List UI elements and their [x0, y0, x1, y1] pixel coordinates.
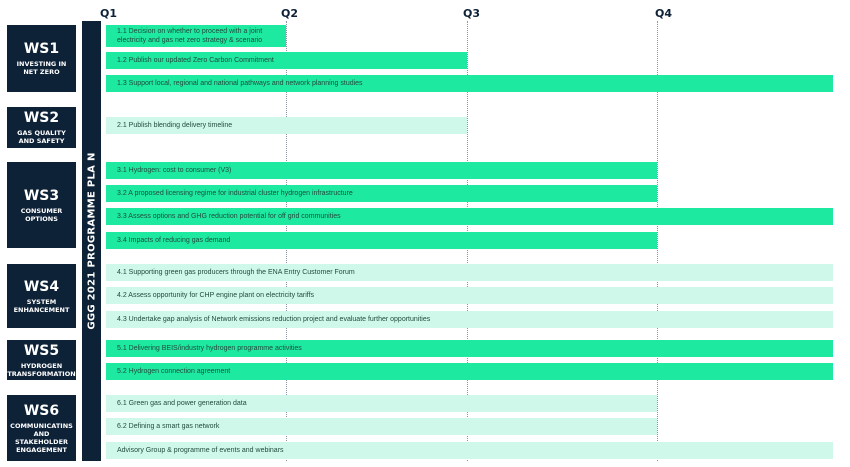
task-bar — [106, 442, 833, 459]
workstream-ws1 — [7, 25, 76, 92]
task-label: 6.1 Green gas and power generation data — [117, 400, 247, 407]
workstream-id: WS3 — [23, 187, 60, 204]
task-label: 4.3 Undertake gap analysis of Network emissions reduction project and evaluate further opportunities — [117, 316, 431, 323]
workstream-ws4 — [7, 264, 76, 328]
task-label: 3.3 Assess options and GHG reduction potential for off grid communities — [117, 213, 341, 220]
quarter-label-q4: Q4 — [655, 7, 673, 20]
task-bar — [106, 363, 833, 380]
quarter-label-q2: Q2 — [281, 7, 299, 20]
task-bar — [106, 162, 657, 179]
task-bar — [106, 395, 657, 412]
programme-title: GGG 2021 PROGRAMME PLA N — [86, 152, 97, 330]
programme-side-bar — [82, 21, 101, 461]
task-bar — [106, 208, 833, 225]
workstream-id: WS5 — [23, 342, 60, 359]
task-label: Advisory Group & programme of events and webinars — [117, 447, 284, 454]
task-bar — [106, 418, 657, 435]
task-bar — [106, 25, 286, 47]
task-bar — [106, 340, 833, 357]
task-label: 5.1 Delivering BEIS/industry hydrogen programme activities — [117, 345, 302, 352]
task-bar — [106, 117, 467, 134]
task-bar — [106, 287, 833, 304]
workstream-name: SYSTEM ENHANCEMENT — [13, 297, 70, 314]
task-bar — [106, 52, 467, 69]
task-label: 5.2 Hydrogen connection agreement — [117, 368, 231, 375]
workstream-id: WS6 — [23, 402, 60, 419]
workstream-name: COMMUNICATINS AND STAKEHOLDER ENGAGEMENT — [10, 421, 73, 454]
task-label: 4.2 Assess opportunity for CHP engine plant on electricity tariffs — [117, 292, 315, 299]
task-bar — [106, 232, 657, 249]
quarter-label-q1: Q1 — [100, 7, 118, 20]
task-label: 3.4 Impacts of reducing gas demand — [117, 237, 231, 244]
task-label: 6.2 Defining a smart gas network — [117, 423, 220, 430]
workstream-id: WS4 — [23, 278, 60, 295]
workstream-name: GAS QUALITY AND SAFETY — [17, 129, 66, 145]
task-label: 3.2 A proposed licensing regime for industrial cluster hydrogen infrastructure — [117, 190, 353, 197]
workstream-name: CONSUMER OPTIONS — [20, 206, 63, 223]
workstream-name: HYDROGEN TRANSFORMATION — [7, 361, 76, 378]
workstream-ws6 — [7, 395, 76, 461]
workstream-ws3 — [7, 162, 76, 248]
workstream-id: WS1 — [23, 41, 60, 57]
workstream-ws2 — [7, 107, 76, 148]
task-bar — [106, 75, 833, 92]
task-bar — [106, 185, 657, 202]
task-label: 1.2 Publish our updated Zero Carbon Commitment — [117, 57, 274, 64]
task-bar — [106, 264, 833, 281]
task-bar — [106, 311, 833, 328]
workstream-ws5 — [7, 340, 76, 380]
task-label: 4.1 Supporting green gas producers through the ENA Entry Customer Forum — [117, 269, 355, 276]
quarter-label-q3: Q3 — [463, 7, 481, 20]
workstream-name: INVESTING IN NET ZERO — [16, 60, 67, 76]
task-label: 1.1 Decision on whether to proceed with a joint electricity and gas net zero strategy & scenario — [117, 28, 263, 44]
workstream-id: WS2 — [23, 110, 60, 126]
task-label: 3.1 Hydrogen: cost to consumer (V3) — [117, 167, 232, 174]
task-label: 1.3 Support local, regional and national pathways and network planning studies — [117, 80, 363, 87]
task-label: 2.1 Publish blending delivery timeline — [117, 122, 233, 129]
